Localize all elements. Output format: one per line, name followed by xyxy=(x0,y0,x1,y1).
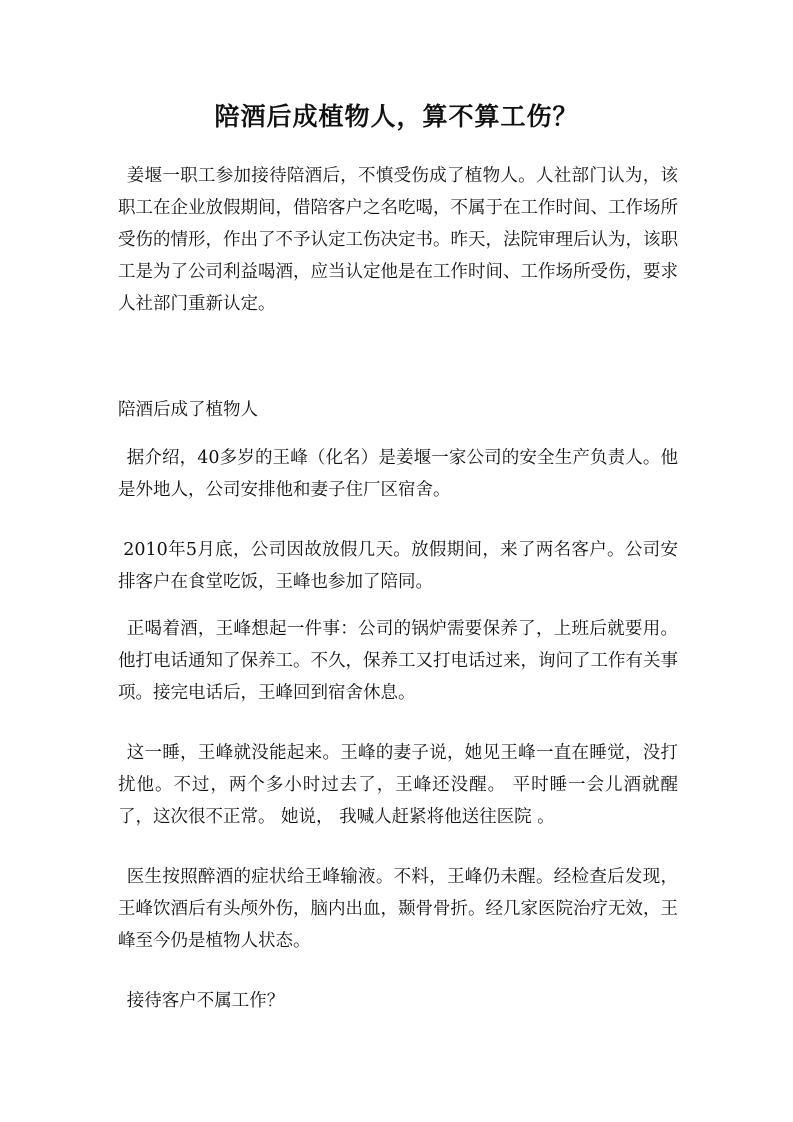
paragraph-did-not-wake: 这一睡，王峰就没能起来。王峰的妻子说，她见王峰一直在睡觉，没打扰他。不过，两个多小时过去了，王峰还没醒。 平时睡一会儿酒就醒了，这次很不正常。 她说， 我喊人赶紧将他送往医院 。 xyxy=(118,743,678,827)
article-title: 陪酒后成植物人，算不算工伤？ xyxy=(214,102,579,131)
section-heading-vegetative-state: 陪酒后成了植物人 xyxy=(118,400,258,420)
section-heading-not-work: 接待客户不属工作？ xyxy=(126,991,285,1011)
paragraph-background: 据介绍，40多岁的王峰（化名）是姜堰一家公司的安全生产负责人。他是外地人，公司安排他和妻子住厂区宿舍。 xyxy=(118,448,678,500)
intro-paragraph: 姜堰一职工参加接待陪酒后，不慎受伤成了植物人。人社部门认为，该职工在企业放假期间，借陪客户之名吃喝，不属于在工作时间、工作场所受伤的情形，作出了不予认定工伤决定书。昨天，法院审理后认为，该职工是为了公司利益喝酒，应当认定他是在工作时间、工作场所受伤，要求人社部门重新认定。 xyxy=(118,166,678,314)
paragraph-holiday-clients: 2010年5月底，公司因故放假几天。放假期间，来了两名客户。公司安排客户在食堂吃饭，王峰也参加了陪同。 xyxy=(118,540,678,592)
paragraph-hospital: 医生按照醉酒的症状给王峰输液。不料，王峰仍未醒。经检查后发现，王峰饮酒后有头颅外伤，脑内出血，颞骨骨折。经几家医院治疗无效，王峰至今仍是植物人状态。 xyxy=(118,867,678,951)
paragraph-phone-call: 正喝着酒，王峰想起一件事：公司的锅炉需要保养了，上班后就要用。他打电话通知了保养工。不久，保养工又打电话过来，询问了工作有关事项。接完电话后，王峰回到宿舍休息。 xyxy=(118,619,678,703)
